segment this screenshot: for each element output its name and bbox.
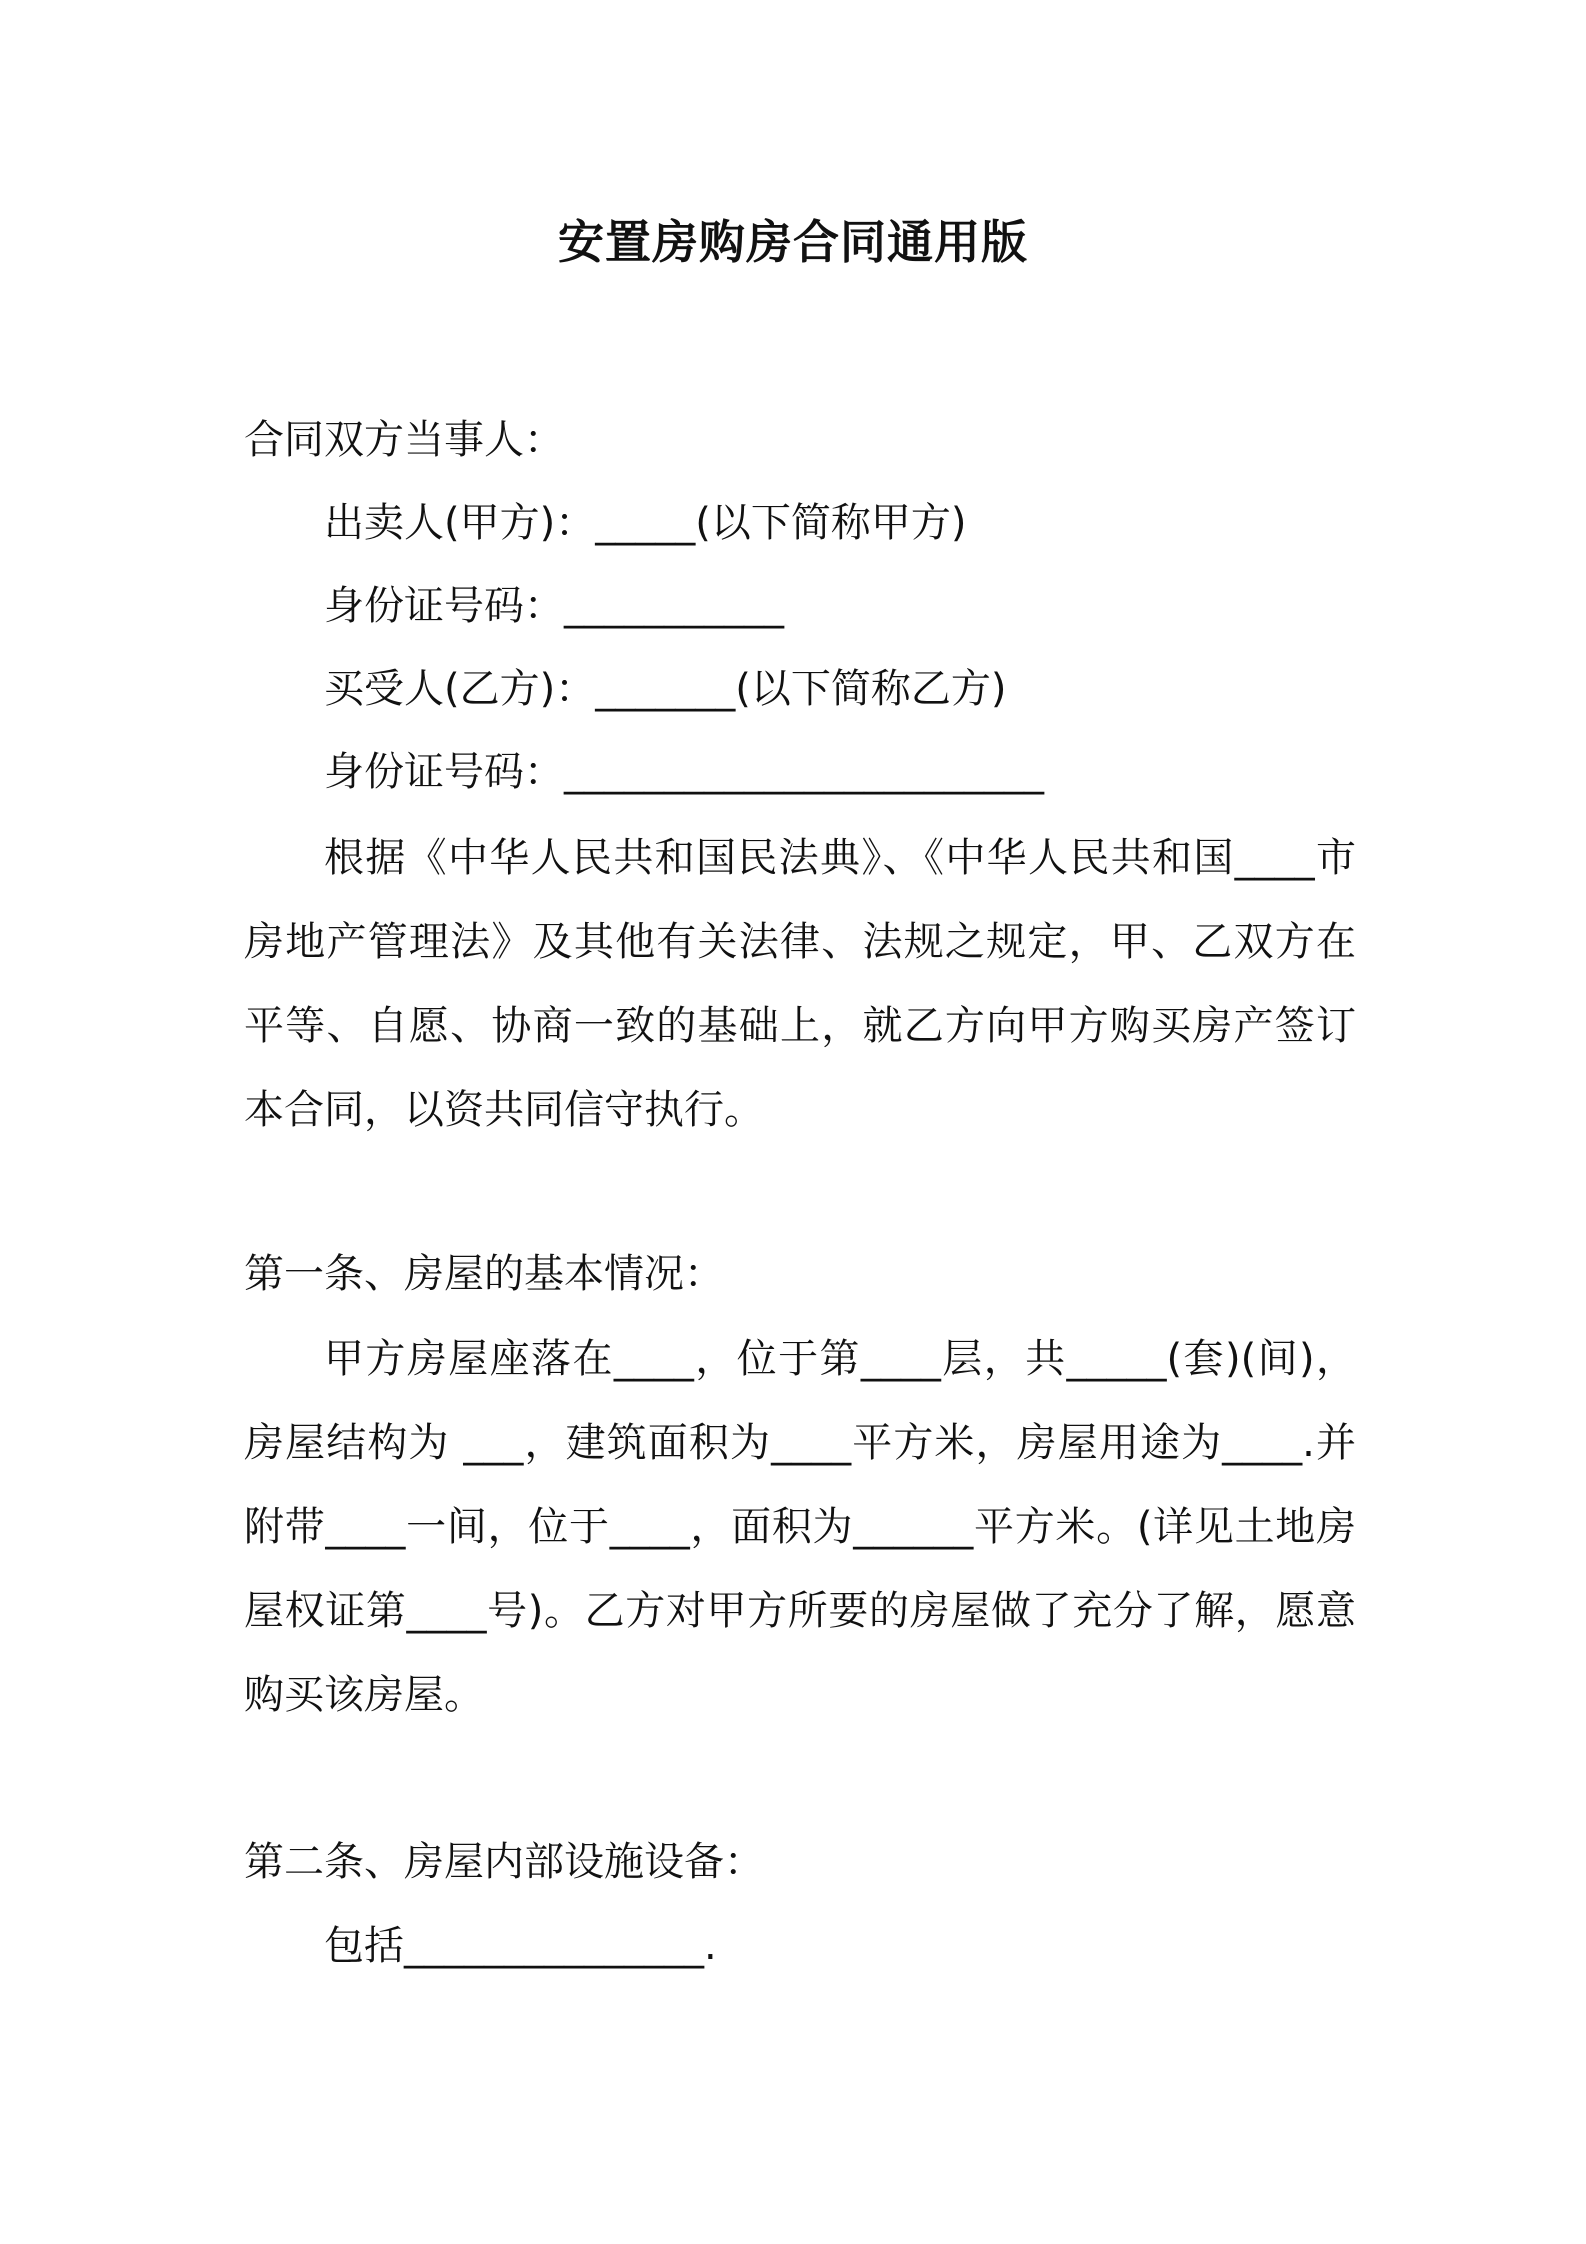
article1-paragraph: 甲方房屋座落在____，位于第____层，共_____(套)(间)，房屋结构为 ___，建筑面积为____平方米，房屋用途为____.并附带____一间，位于____，面积为______平方米。(详见土地房屋权证第____号)。乙方对甲方所要的房屋做了充分了解，愿意购买该房屋。 <box>244 1336 1356 1718</box>
seller-id-line: 身份证号码：___________ <box>324 583 784 629</box>
buyer-line: 买受人(乙方)：_______(以下简称乙方) <box>324 666 1007 712</box>
parties-heading: 合同双方当事人： <box>244 417 564 463</box>
article2-heading: 第二条、房屋内部设施设备： <box>244 1839 764 1885</box>
buyer-id-line: 身份证号码：________________________ <box>324 749 1044 795</box>
article2-paragraph: 包括_______________. <box>324 1923 717 1969</box>
seller-line: 出卖人(甲方)：_____(以下简称甲方) <box>324 500 967 546</box>
preamble-paragraph: 根据《中华人民共和国民法典》、《中华人民共和国____市房地产管理法》及其他有关法律、法规之规定，甲、乙双方在平等、自愿、协商一致的基础上，就乙方向甲方购买房产签订本合同，以资共同信守执行。 <box>244 835 1356 1133</box>
document-title: 安置房购房合同通用版 <box>558 215 1028 269</box>
article1-heading: 第一条、房屋的基本情况： <box>244 1251 724 1297</box>
